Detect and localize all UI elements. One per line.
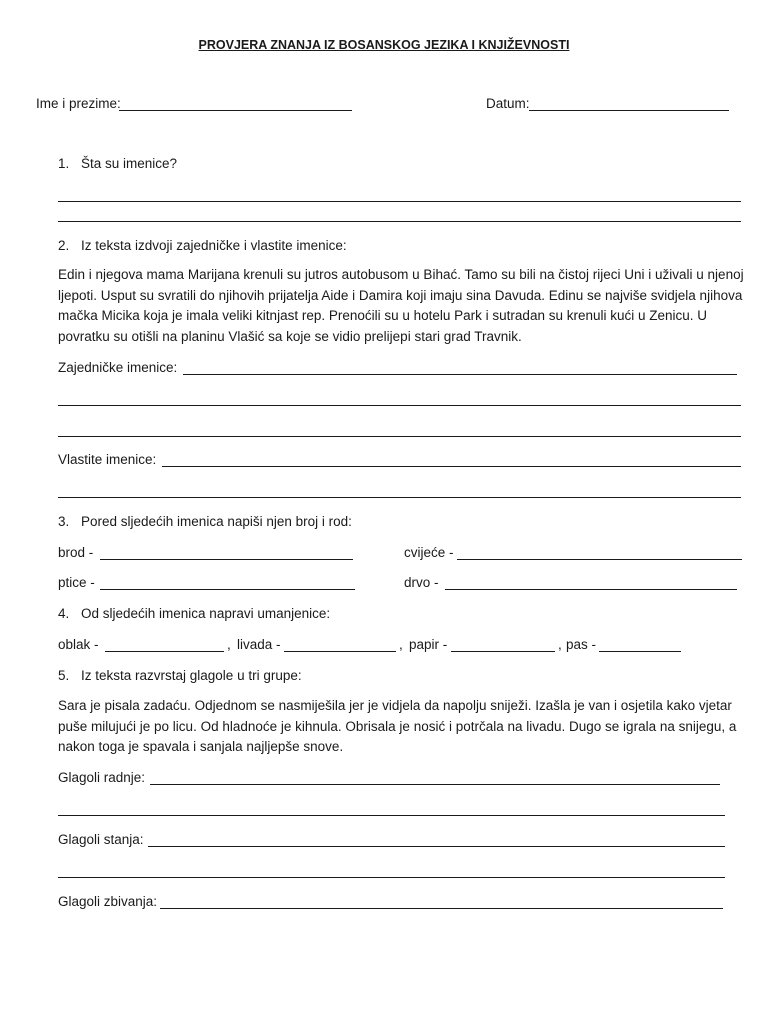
q4-field-papir[interactable] xyxy=(451,651,555,652)
q4-number: 4. xyxy=(58,606,70,621)
q5-field-zbivanja[interactable] xyxy=(160,908,723,909)
q5-line-radnje[interactable] xyxy=(58,815,725,816)
q4-item-papir: papir - xyxy=(409,637,448,652)
q4-separator: , xyxy=(558,637,562,652)
q5-label-radnje: Glagoli radnje: xyxy=(58,770,146,785)
q5-passage: Sara je pisala zadaću. Odjednom se nasmiješila jer je vidjela da napolju sniježi. Izašla je van i osjetila kako vjetar puše milujući je po licu. Od hladnoće je kihnula. Obrisala je nosić i potrčala na livadu. Dugo se igrala na snijegu, a nakon toga je spavala i sanjala najljepše snove. xyxy=(58,698,737,755)
q1-number: 1. xyxy=(58,156,70,171)
q5-label-zbivanja: Glagoli zbivanja: xyxy=(58,894,158,909)
q3-item-ptice: ptice - xyxy=(58,575,95,590)
q4-field-oblak[interactable] xyxy=(105,651,224,652)
q4-item-pas: pas - xyxy=(566,637,597,652)
q5-field-radnje[interactable] xyxy=(150,784,720,785)
q2-number: 2. xyxy=(58,238,70,253)
q2-common-line[interactable] xyxy=(58,436,741,437)
q5-number: 5. xyxy=(58,668,70,683)
q2-passage: Edin i njegova mama Marijana krenuli su jutros autobusom u Bihać. Tamo su bili na čistoj rijeci Uni i uživali u njenoj ljepoti. Usput su svratili do njihovih prijatelja Aide i Damira koji imaju sina Davuda. Edinu se najviše svidjela njihova mačka Micika koja je imala veliki kitnjast rep. Prenoćili su u hotelu Park i sutradan su krenuli kući u Zenicu. U povratku su otišli na planinu Vlašić sa koje se vidio prelijepi stari grad Travnik. xyxy=(58,267,744,345)
q3-number: 3. xyxy=(58,514,70,529)
q4-separator: , xyxy=(227,637,231,652)
q3-text: Pored sljedećih imenica napiši njen broj i rod: xyxy=(81,514,352,529)
q2-common-line[interactable] xyxy=(58,405,741,406)
q5-line-stanja[interactable] xyxy=(58,877,725,878)
q2-proper-label: Vlastite imenice: xyxy=(58,452,157,467)
q3-field-drvo[interactable] xyxy=(445,589,737,590)
q5-label-stanja: Glagoli stanja: xyxy=(58,832,144,847)
q2-proper-field[interactable] xyxy=(162,466,741,467)
q4-text: Od sljedećih imenica napravi umanjenice: xyxy=(81,606,331,621)
q2-common-label: Zajedničke imenice: xyxy=(58,360,178,375)
q4-field-livada[interactable] xyxy=(284,651,396,652)
q4-item-livada: livada - xyxy=(237,637,281,652)
q2-common-field[interactable] xyxy=(183,374,737,375)
date-field[interactable] xyxy=(529,110,729,111)
name-field[interactable] xyxy=(119,110,352,111)
date-label: Datum: xyxy=(486,96,530,111)
q2-proper-line[interactable] xyxy=(58,497,741,498)
name-label: Ime i prezime: xyxy=(36,96,121,111)
q1-text: Šta su imenice? xyxy=(81,156,178,171)
q4-field-pas[interactable] xyxy=(599,651,681,652)
q1-answer-line[interactable] xyxy=(58,221,741,222)
q5-text: Iz teksta razvrstaj glagole u tri grupe: xyxy=(81,668,302,683)
q4-separator: , xyxy=(399,637,403,652)
q3-item-brod: brod - xyxy=(58,545,94,560)
q3-item-drvo: drvo - xyxy=(404,575,439,590)
q3-field-cvijece[interactable] xyxy=(457,559,742,560)
q3-field-brod[interactable] xyxy=(100,559,353,560)
q3-field-ptice[interactable] xyxy=(100,589,355,590)
q5-field-stanja[interactable] xyxy=(148,846,725,847)
q2-text: Iz teksta izdvoji zajedničke i vlastite imenice: xyxy=(81,238,347,253)
q3-item-cvijece: cvijeće - xyxy=(404,545,454,560)
page-title: PROVJERA ZNANJA IZ BOSANSKOG JEZIKA I KNJIŽEVNOSTI xyxy=(198,38,570,52)
q1-answer-line[interactable] xyxy=(58,201,741,202)
q4-item-oblak: oblak - xyxy=(58,637,99,652)
